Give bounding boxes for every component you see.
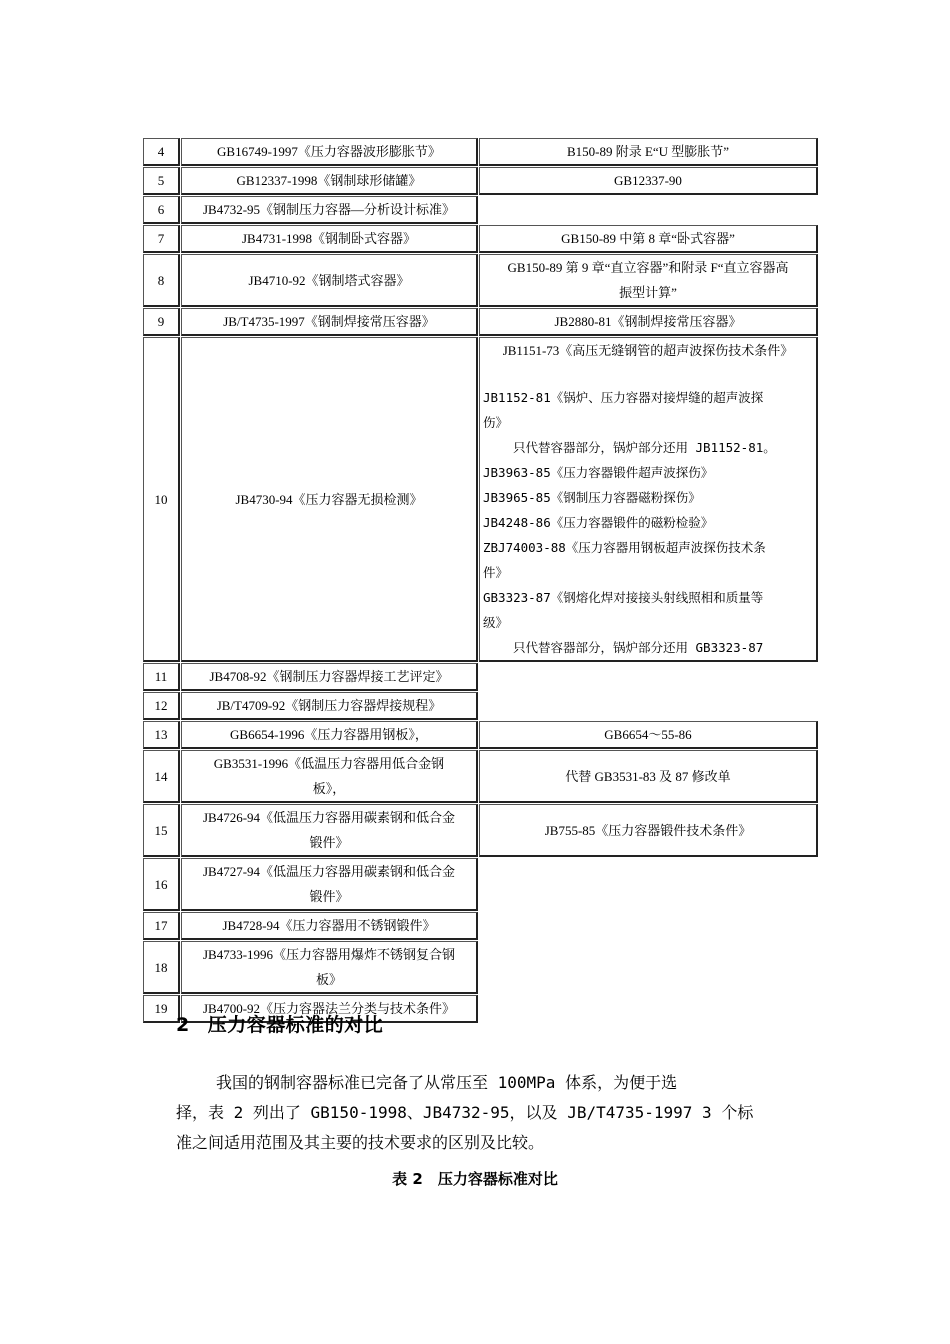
row-number: 9	[143, 308, 180, 336]
standard-name: JB4710-92《钢制塔式容器》	[181, 254, 478, 307]
row-number: 5	[143, 167, 180, 195]
table-row	[143, 138, 818, 166]
empty-cell	[479, 995, 818, 1023]
row-number: 11	[143, 663, 180, 691]
body-paragraph	[176, 1068, 776, 1158]
replaced-line: 伤》	[483, 415, 509, 430]
replaced-standard: JB2880-81《钢制焊接常压容器》	[479, 308, 818, 336]
replaced-standard: 代替 GB3531-83 及 87 修改单	[479, 750, 818, 803]
standard-name: GB16749-1997《压力容器波形膨胀节》	[181, 138, 478, 166]
table-row	[143, 254, 818, 307]
standard-line: GB3531-1996《低温压力容器用低合金钢	[213, 756, 445, 771]
paragraph-line: 我国的钢制容器标准已完备了从常压至 100MPa 体系，为便于选	[216, 1073, 678, 1092]
standard-line: 板》，	[312, 781, 346, 796]
standard-name: JB4732-95《钢制压力容器—分析设计标准》	[181, 196, 478, 224]
spacer	[483, 363, 813, 385]
standard-name: JB4731-1998《钢制卧式容器》	[181, 225, 478, 253]
section-number: 2	[176, 1014, 190, 1036]
table-row	[143, 721, 818, 749]
replaced-line: JB4248-86《压力容器锻件的磁粉检验》	[483, 515, 714, 530]
replaced-standard: GB12337-90	[479, 167, 818, 195]
table-row	[143, 167, 818, 195]
row-number: 16	[143, 858, 180, 911]
replaced-line: 振型计算”	[619, 285, 677, 300]
standard-name	[181, 941, 478, 994]
replaced-standard	[479, 337, 818, 662]
row-number: 6	[143, 196, 180, 224]
paragraph-line: 择，表 2 列出了 GB150-1998、JB4732-95，以及 JB/T4735-1997 3 个标	[176, 1103, 754, 1122]
replaced-standard: B150-89 附录 E“U 型膨胀节”	[479, 138, 818, 166]
table-row	[143, 912, 818, 940]
section-heading	[176, 1010, 383, 1037]
empty-cell	[479, 196, 818, 224]
table-row	[143, 337, 818, 662]
standard-name	[181, 750, 478, 803]
replaced-line: ZBJ74003-88《压力容器用钢板超声波探伤技术条	[483, 540, 766, 555]
table-row	[143, 196, 818, 224]
replaced-line: JB3963-85《压力容器锻件超声波探伤》	[483, 465, 714, 480]
table-row	[143, 858, 818, 911]
replaced-line: JB1152-81《锅炉、压力容器对接焊缝的超声波探	[483, 390, 764, 405]
row-number: 13	[143, 721, 180, 749]
row-number: 19	[143, 995, 180, 1023]
empty-cell	[479, 941, 818, 994]
paragraph-line: 准之间适用范围及其主要的技术要求的区别及比较。	[176, 1133, 545, 1152]
replaced-standard: GB6654～55-86	[479, 721, 818, 749]
standard-name: GB6654-1996《压力容器用钢板》，	[181, 721, 478, 749]
row-number: 14	[143, 750, 180, 803]
standard-name: JB4730-94《压力容器无损检测》	[181, 337, 478, 662]
empty-cell	[479, 858, 818, 911]
table-row	[143, 941, 818, 994]
standard-line: 锻件》	[309, 835, 349, 850]
row-number: 18	[143, 941, 180, 994]
standard-name: JB/T4735-1997《钢制焊接常压容器》	[181, 308, 478, 336]
standard-name	[181, 858, 478, 911]
row-number: 8	[143, 254, 180, 307]
standard-name: JB/T4709-92《钢制压力容器焊接规程》	[181, 692, 478, 720]
standard-line: 板》	[315, 972, 342, 987]
row-number: 15	[143, 804, 180, 857]
row-number: 10	[143, 337, 180, 662]
table-row	[143, 663, 818, 691]
replaced-standard	[479, 254, 818, 307]
standard-line: JB4726-94《低温压力容器用碳素钢和低合金	[202, 810, 456, 825]
row-number: 7	[143, 225, 180, 253]
replaced-line: GB3323-87《钢熔化焊对接接头射线照相和质量等	[483, 590, 764, 605]
empty-cell	[479, 663, 818, 691]
replaced-line: JB3965-85《钢制压力容器磁粉探伤》	[483, 490, 701, 505]
replaced-line: JB1151-73《高压无缝钢管的超声波探伤技术条件》	[502, 343, 794, 358]
replaced-line: 只代替容器部分，锅炉部分还用 GB3323-87	[513, 640, 764, 655]
table-row	[143, 308, 818, 336]
row-number: 17	[143, 912, 180, 940]
replaced-line: 件》	[483, 565, 509, 580]
standard-name: GB12337-1998《钢制球形储罐》	[181, 167, 478, 195]
standard-name: JB4708-92《钢制压力容器焊接工艺评定》	[181, 663, 478, 691]
table-row	[143, 225, 818, 253]
table-caption: 表 2 压力容器标准对比	[392, 1170, 558, 1188]
row-number: 4	[143, 138, 180, 166]
standard-name: JB4700-92《压力容器法兰分类与技术条件》	[181, 995, 478, 1023]
standard-line: 锻件》	[309, 889, 349, 904]
replaced-line: 只代替容器部分，锅炉部分还用 JB1152-81。	[513, 440, 776, 455]
table-row	[143, 692, 818, 720]
standard-line: JB4733-1996《压力容器用爆炸不锈钢复合钢	[202, 947, 456, 962]
empty-cell	[479, 912, 818, 940]
standards-table	[142, 137, 819, 1024]
replaced-line: GB150-89 第 9 章“直立容器”和附录 F“直立容器高	[507, 260, 789, 275]
standard-name: JB4728-94《压力容器用不锈钢锻件》	[181, 912, 478, 940]
replaced-standard: GB150-89 中第 8 章“卧式容器”	[479, 225, 818, 253]
replaced-line: 级》	[483, 615, 509, 630]
standard-line: JB4727-94《低温压力容器用碳素钢和低合金	[202, 864, 456, 879]
table-row	[143, 750, 818, 803]
section-title: 压力容器标准的对比	[207, 1014, 384, 1036]
empty-cell	[479, 692, 818, 720]
replaced-standard: JB755-85《压力容器锻件技术条件》	[479, 804, 818, 857]
standard-name	[181, 804, 478, 857]
table-row	[143, 804, 818, 857]
row-number: 12	[143, 692, 180, 720]
